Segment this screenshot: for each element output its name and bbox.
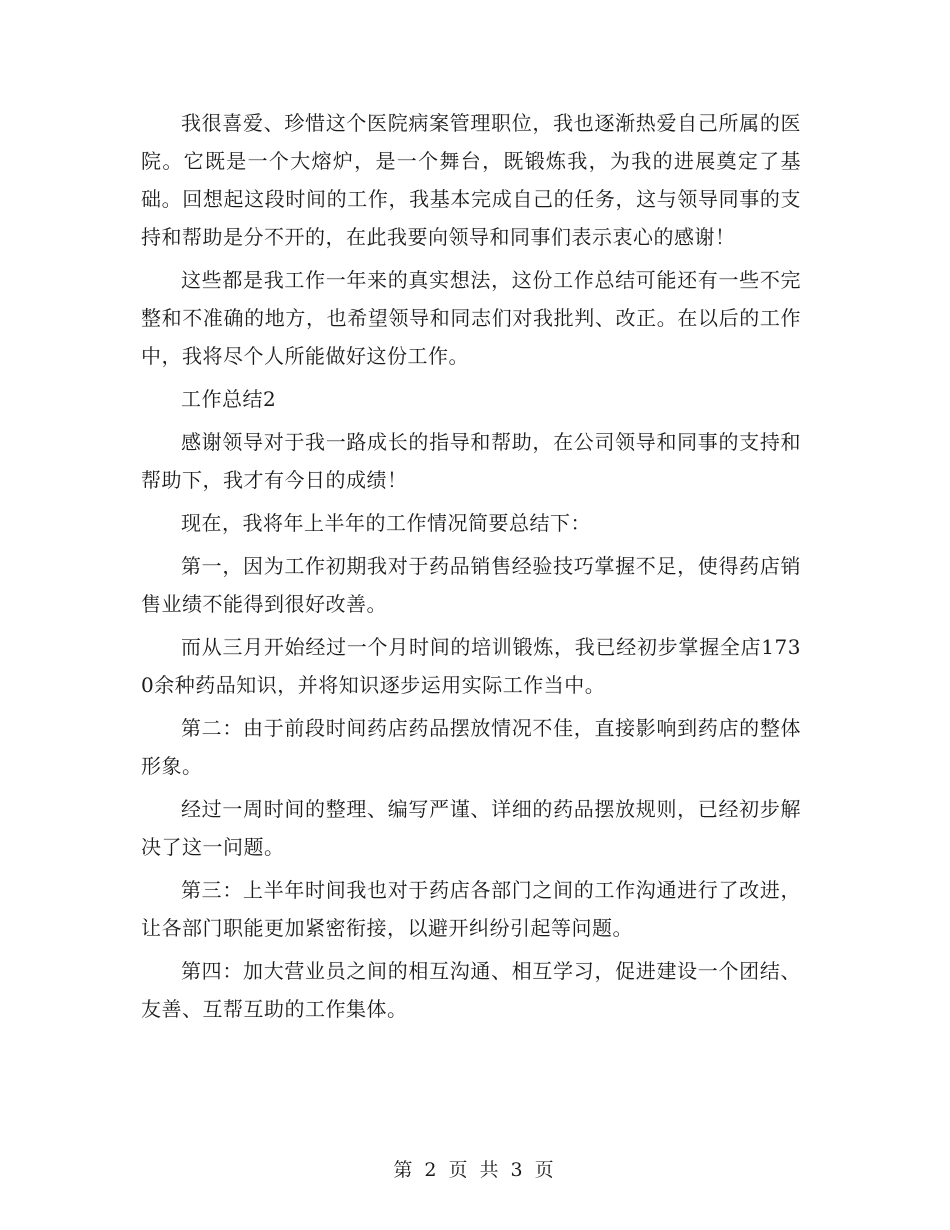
paragraph: 经过一周时间的整理、编写严谨、详细的药品摆放规则，已经初步解决了这一问题。 (141, 797, 801, 859)
paragraph: 我很喜爱、珍惜这个医院病案管理职位，我也逐渐热爱自己所属的医院。它既是一个大熔炉，是一个舞台，既锻炼我，为我的进展奠定了基础。回想起这段时间的工作，我基本完成自己的任务，这与领导同事的支持和帮助是分不开的，在此我要向领导和同事们表示衷心的感谢！ (141, 111, 801, 249)
paragraph: 现在，我将年上半年的工作情况简要总结下： (181, 511, 591, 535)
paragraph: 第三：上半年时间我也对于药店各部门之间的工作沟通进行了改进，让各部门职能更加紧密衔接，以避开纠纷引起等问题。 (141, 878, 801, 940)
section-heading: 工作总结2 (181, 387, 277, 411)
paragraph: 而从三月开始经过一个月时间的培训锻炼，我已经初步掌握全店1730余种药品知识，并将知识逐步运用实际工作当中。 (141, 635, 801, 697)
paragraph: 第一，因为工作初期我对于药品销售经验技巧掌握不足，使得药店销售业绩不能得到很好改善。 (141, 554, 801, 616)
paragraph: 第二：由于前段时间药店药品摆放情况不佳，直接影响到药店的整体形象。 (141, 716, 801, 778)
paragraph: 这些都是我工作一年来的真实想法，这份工作总结可能还有一些不完整和不准确的地方，也希望领导和同志们对我批判、改正。在以后的工作中，我将尽个人所能做好这份工作。 (141, 268, 801, 368)
paragraph: 第四：加大营业员之间的相互沟通、相互学习，促进建设一个团结、友善、互帮互助的工作集体。 (141, 959, 801, 1021)
page-number-footer: 第 2 页 共 3 页 (393, 1159, 557, 1181)
document-body (141, 104, 801, 1033)
paragraph: 感谢领导对于我一路成长的指导和帮助，在公司领导和同事的支持和帮助下，我才有今日的成绩！ (141, 430, 801, 492)
